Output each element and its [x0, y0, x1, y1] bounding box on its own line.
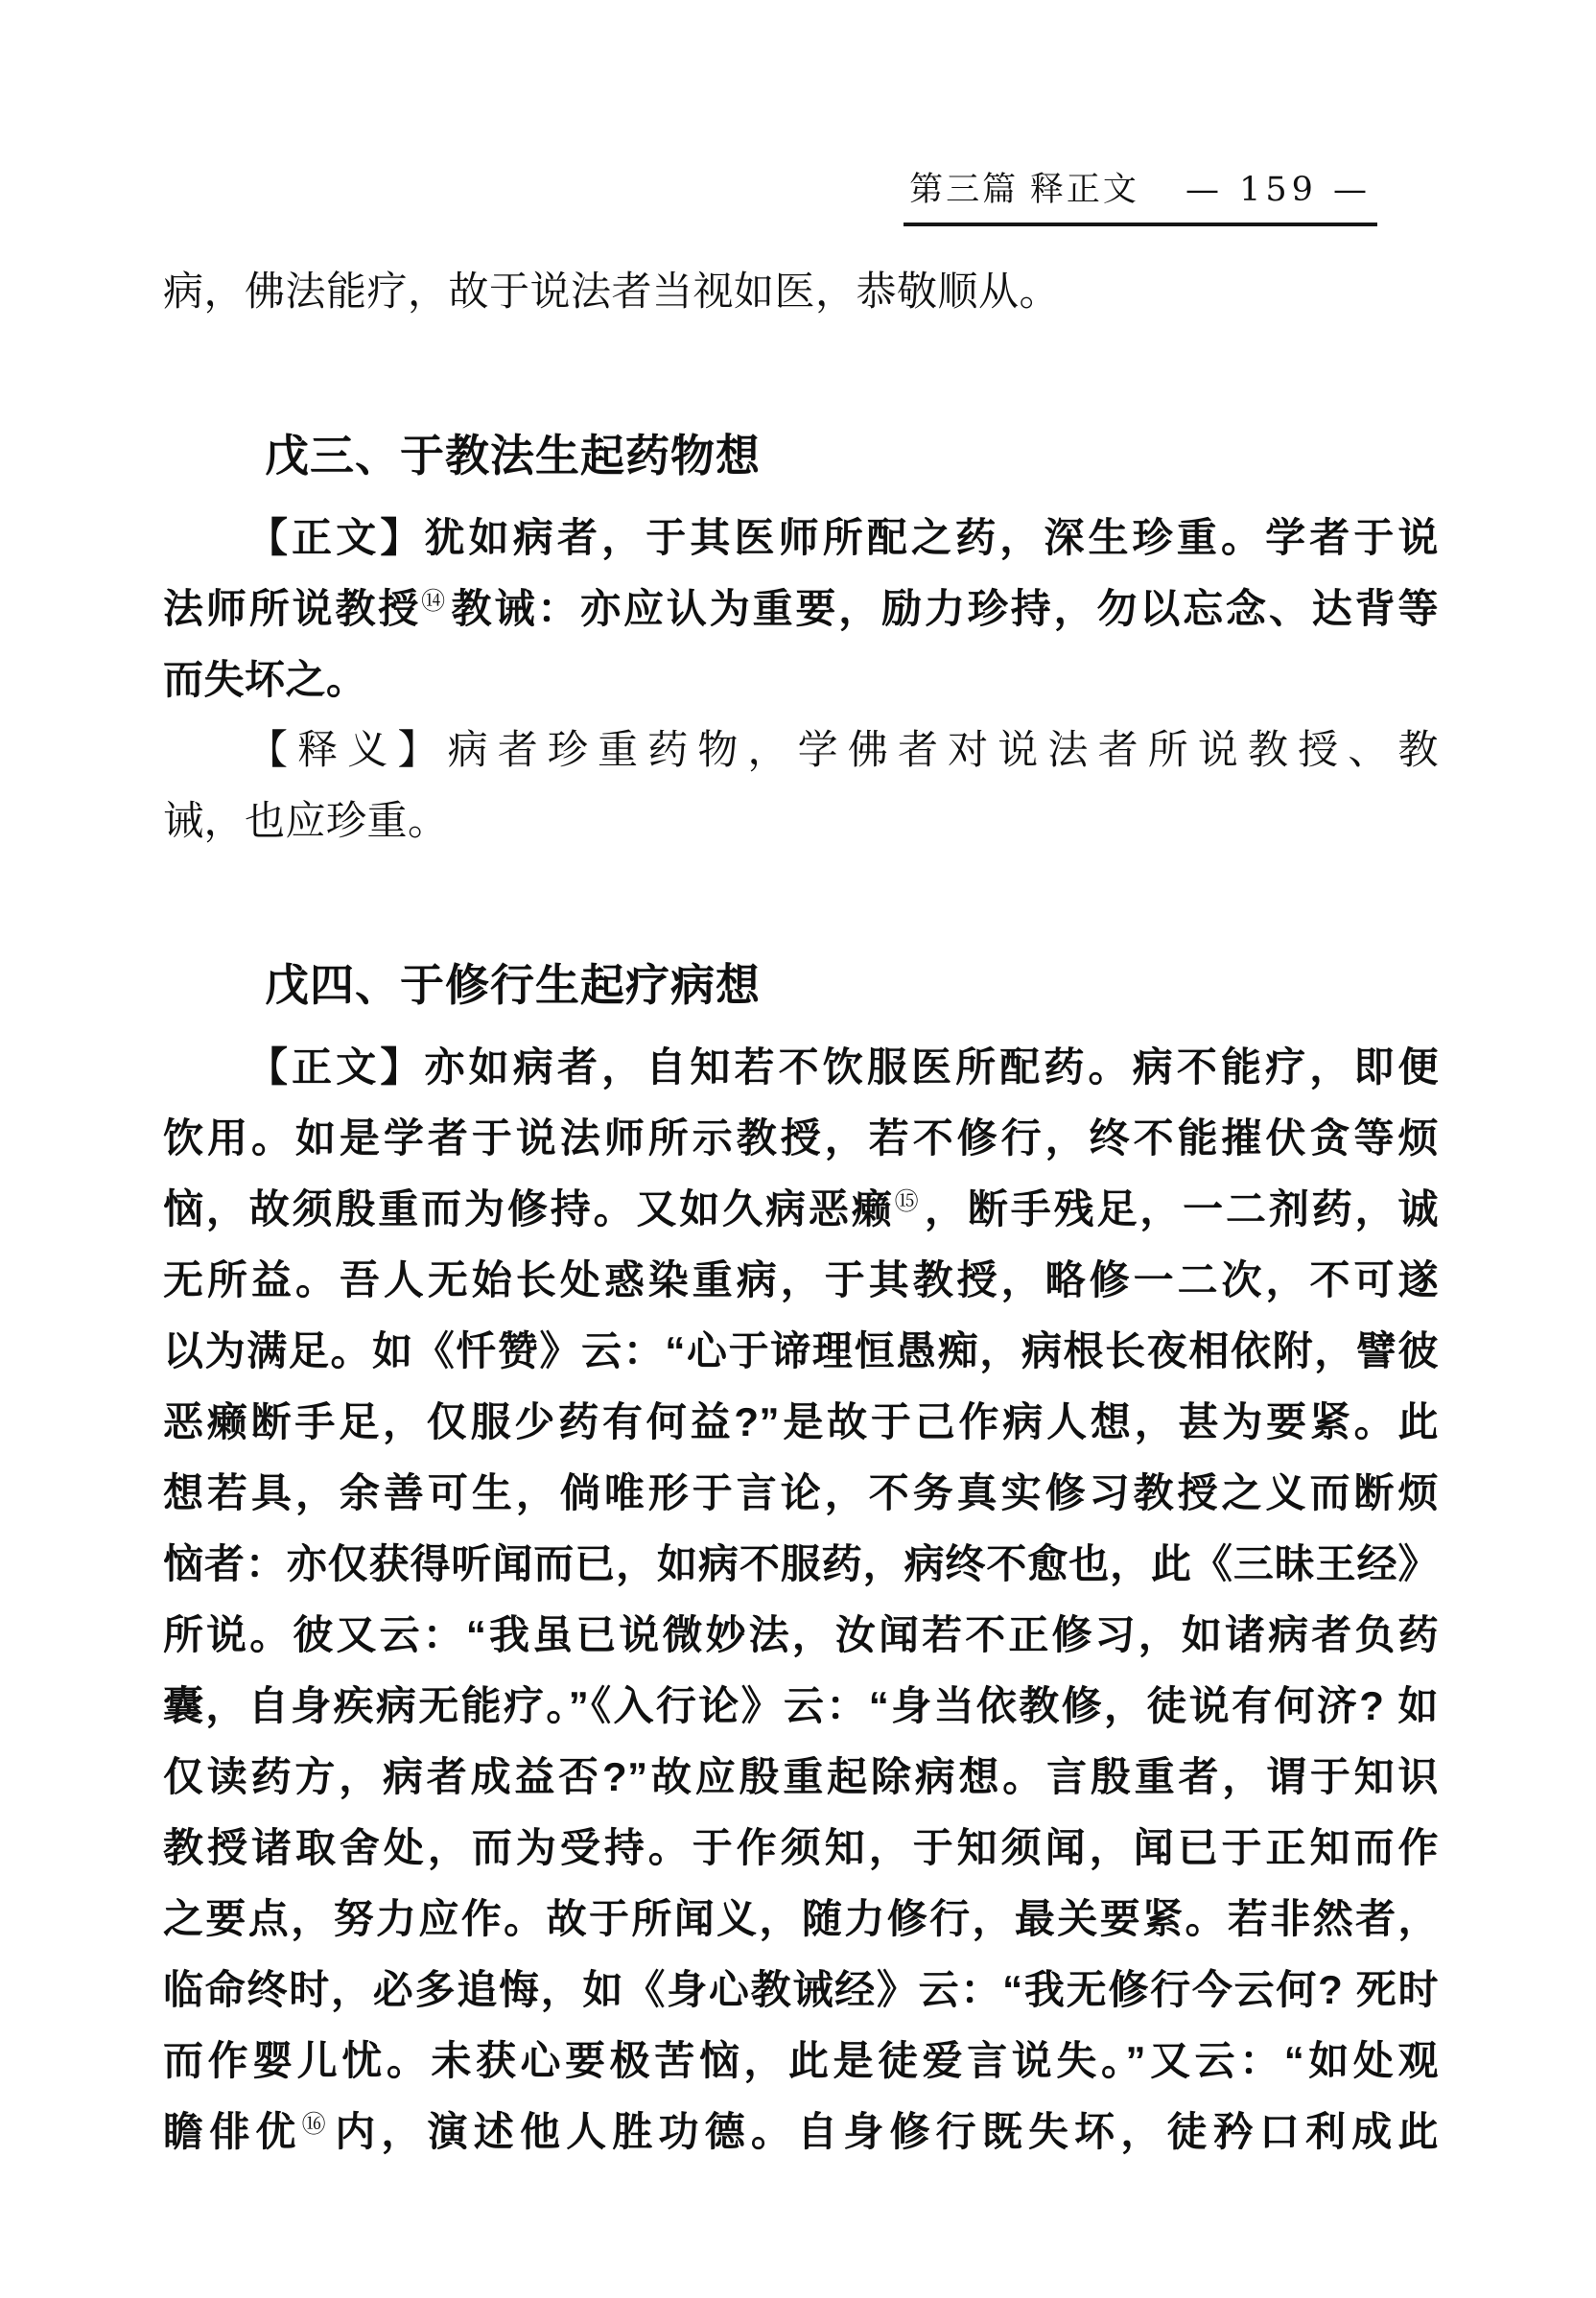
footnote-marker: ⑮ [894, 1187, 922, 1215]
paragraph-commentary [163, 257, 1439, 328]
paragraph-commentary [163, 715, 1439, 857]
text-line: 而失坏之。 [163, 657, 367, 702]
section-heading: 戊三、于教法生起药物想 [265, 431, 761, 481]
text-line: 囊，自身疾病无能疗。”《入行论》云：“身当依教修，徒说有何济? 如 [163, 1683, 1439, 1728]
page-number: — 159 — [1185, 171, 1372, 209]
text-line: 【正文】犹如病者，于其医师所配之药，深生珍重。学者于说 [247, 515, 1439, 560]
text-line: 以为满足。如《忏赞》云：“心于谛理恒愚痴，病根长夜相依附，譬彼 [163, 1328, 1439, 1373]
text-line: 之要点，努力应作。故于所闻义，随力修行，最关要紧。若非然者， [163, 1896, 1439, 1941]
paragraph-scripture [163, 1032, 1439, 2168]
section-heading: 戊四、于修行生起疗病想 [265, 960, 761, 1010]
footnote-marker: ⑯ [301, 2110, 332, 2138]
text-line: 教授诸取舍处，而为受持。于作须知，于知须闻，闻已于正知而作 [163, 1825, 1439, 1870]
text-line: 瞻俳优⑯内，演述他人胜功德。自身修行既失坏，徒矜口利成此 [163, 2109, 1439, 2154]
text-line: 诫，也应珍重。 [163, 800, 449, 844]
page-header [904, 163, 1377, 226]
text-line: 临命终时，必多追悔，如《身心教诫经》云：“我无修行今云何? 死时 [163, 1967, 1439, 2012]
text-line: 【释义】病者珍重药物，学佛者对说法者所说教授、教 [247, 729, 1439, 773]
text-line: 所说。彼又云：“我虽已说微妙法，汝闻若不正修习，如诸病者负药 [163, 1612, 1439, 1657]
text-line: 饮用。如是学者于说法师所示教授，若不修行，终不能摧伏贪等烦 [163, 1115, 1439, 1161]
text-line: 想若具，余善可生，倘唯形于言论，不务真实修习教授之义而断烦 [163, 1470, 1439, 1515]
text-line: 恼，故须殷重而为修持。又如久病恶癞⑮，断手残足，一二剂药，诚 [163, 1186, 1439, 1231]
text-line: 而作婴儿忧。未获心要极苦恼，此是徒爱言说失。”又云：“如处观 [163, 2038, 1439, 2083]
text-line: 【正文】亦如病者，自知若不饮服医所配药。病不能疗，即便 [247, 1044, 1439, 1090]
text-line: 病，佛法能疗，故于说法者当视如医，恭敬顺从。 [163, 270, 1061, 315]
page-body [163, 257, 1439, 2168]
text-line: 无所益。吾人无始长处惑染重病，于其教授，略修一二次，不可遂 [163, 1257, 1439, 1302]
text-line: 恼者：亦仅获得听闻而已，如病不服药，病终不愈也，此《三昧王经》 [163, 1541, 1439, 1586]
text-line: 恶癞断手足，仅服少药有何益?”是故于己作病人想，甚为要紧。此 [163, 1399, 1439, 1444]
text-line: 法师所说教授⑭教诫：亦应认为重要，励力珍持，勿以忘念、达背等 [163, 586, 1439, 631]
footnote-marker: ⑭ [421, 587, 448, 615]
chapter-title: 第三篇 释正文 [909, 171, 1139, 208]
text-line: 仅读药方，病者成益否?”故应殷重起除病想。言殷重者，谓于知识 [163, 1754, 1439, 1799]
paragraph-scripture [163, 503, 1439, 715]
